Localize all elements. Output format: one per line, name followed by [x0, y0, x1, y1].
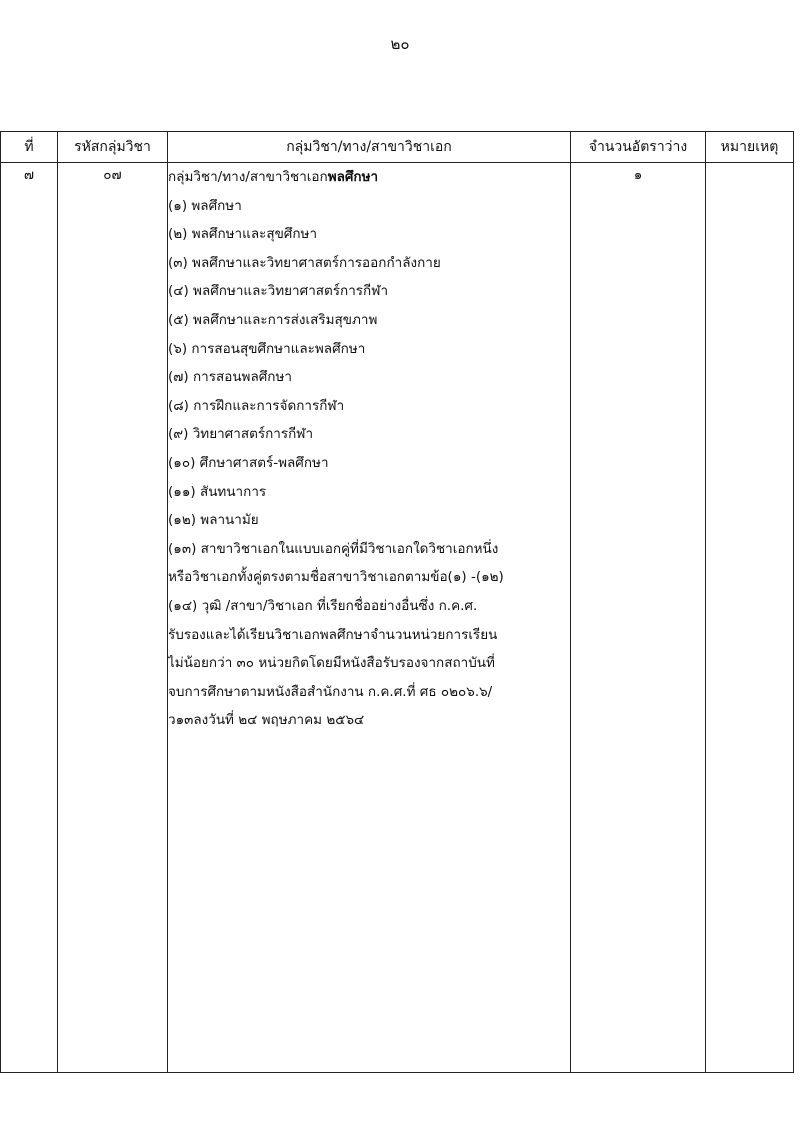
detail-line: (๑๑) สันทนาการ [168, 483, 267, 500]
detail-line: ไม่น้อยกว่า ๓๐ หน่วยกิตโดยมีหนังสือรับรองจากสถาบันที่ [168, 655, 495, 672]
detail-line: รับรองและได้เรียนวิชาเอกพลศึกษาจำนวนหน่วยการเรียน [168, 626, 498, 643]
group-title [168, 163, 570, 192]
detail-line: (๑) พลศึกษา [168, 197, 242, 214]
table-header-row [1, 132, 794, 163]
vacancy-table [0, 131, 794, 1073]
detail-line: จบการศึกษาตามหนังสือสำนักงาน ก.ค.ศ.ที่ ศธ ๐๒๐๖.๖/ [168, 683, 493, 700]
header-code: รหัสกลุ่มวิชา [58, 132, 168, 163]
header-remarks: หมายเหตุ [706, 132, 794, 163]
cell-remarks [706, 163, 794, 1073]
header-vacancies: จำนวนอัตราว่าง [571, 132, 706, 163]
detail-line: (๘) การฝึกและการจัดการกีฬา [168, 397, 345, 414]
detail-line: (๑๐) ศึกษาศาสตร์-พลศึกษา [168, 454, 329, 471]
detail-line: (๓) พลศึกษาและวิทยาศาสตร์การออกกำลังกาย [168, 254, 441, 271]
detail-line: (๙) วิทยาศาสตร์การกีฬา [168, 426, 314, 443]
detail-line: หรือวิชาเอกทั้งคู่ตรงตามชื่อสาขาวิชาเอกตามข้อ(๑) -(๑๒) [168, 569, 504, 586]
detail-line: (๔) พลศึกษาและวิทยาศาสตร์การกีฬา [168, 283, 389, 300]
table-row [1, 163, 794, 1073]
detail-line: (๑๒) พลานามัย [168, 512, 259, 529]
detail-line: (๒) พลศึกษาและสุขศึกษา [168, 226, 318, 243]
detail-line: ว๑๓ลงวันที่ ๒๔ พฤษภาคม ๒๕๖๔ [168, 712, 365, 729]
group-title-bold: พลศึกษา [327, 169, 379, 185]
header-group: กลุ่มวิชา/ทาง/สาขาวิชาเอก [168, 132, 571, 163]
header-no: ที่ [1, 132, 58, 163]
cell-code: ๐๗ [58, 163, 168, 1073]
detail-line: (๑๔) วุฒิ /สาขา/วิชาเอก ที่เรียกชื่ออย่างอื่นซึ่ง ก.ค.ศ. [168, 597, 478, 614]
detail-line: (๑๓) สาขาวิชาเอกในแบบเอกคู่ที่มีวิชาเอกใดวิชาเอกหนึ่ง [168, 540, 499, 557]
detail-line: (๕) พลศึกษาและการส่งเสริมสุขภาพ [168, 311, 378, 328]
cell-vacancies: ๑ [571, 163, 706, 1073]
group-title-prefix: กลุ่มวิชา/ทาง/สาขาวิชาเอก [168, 169, 328, 185]
page-number: ๒๐ [390, 35, 410, 53]
detail-line: (๖) การสอนสุขศึกษาและพลศึกษา [168, 340, 366, 357]
cell-group-detail [168, 163, 571, 1073]
detail-line: (๗) การสอนพลศึกษา [168, 369, 292, 386]
cell-no: ๗ [1, 163, 58, 1073]
